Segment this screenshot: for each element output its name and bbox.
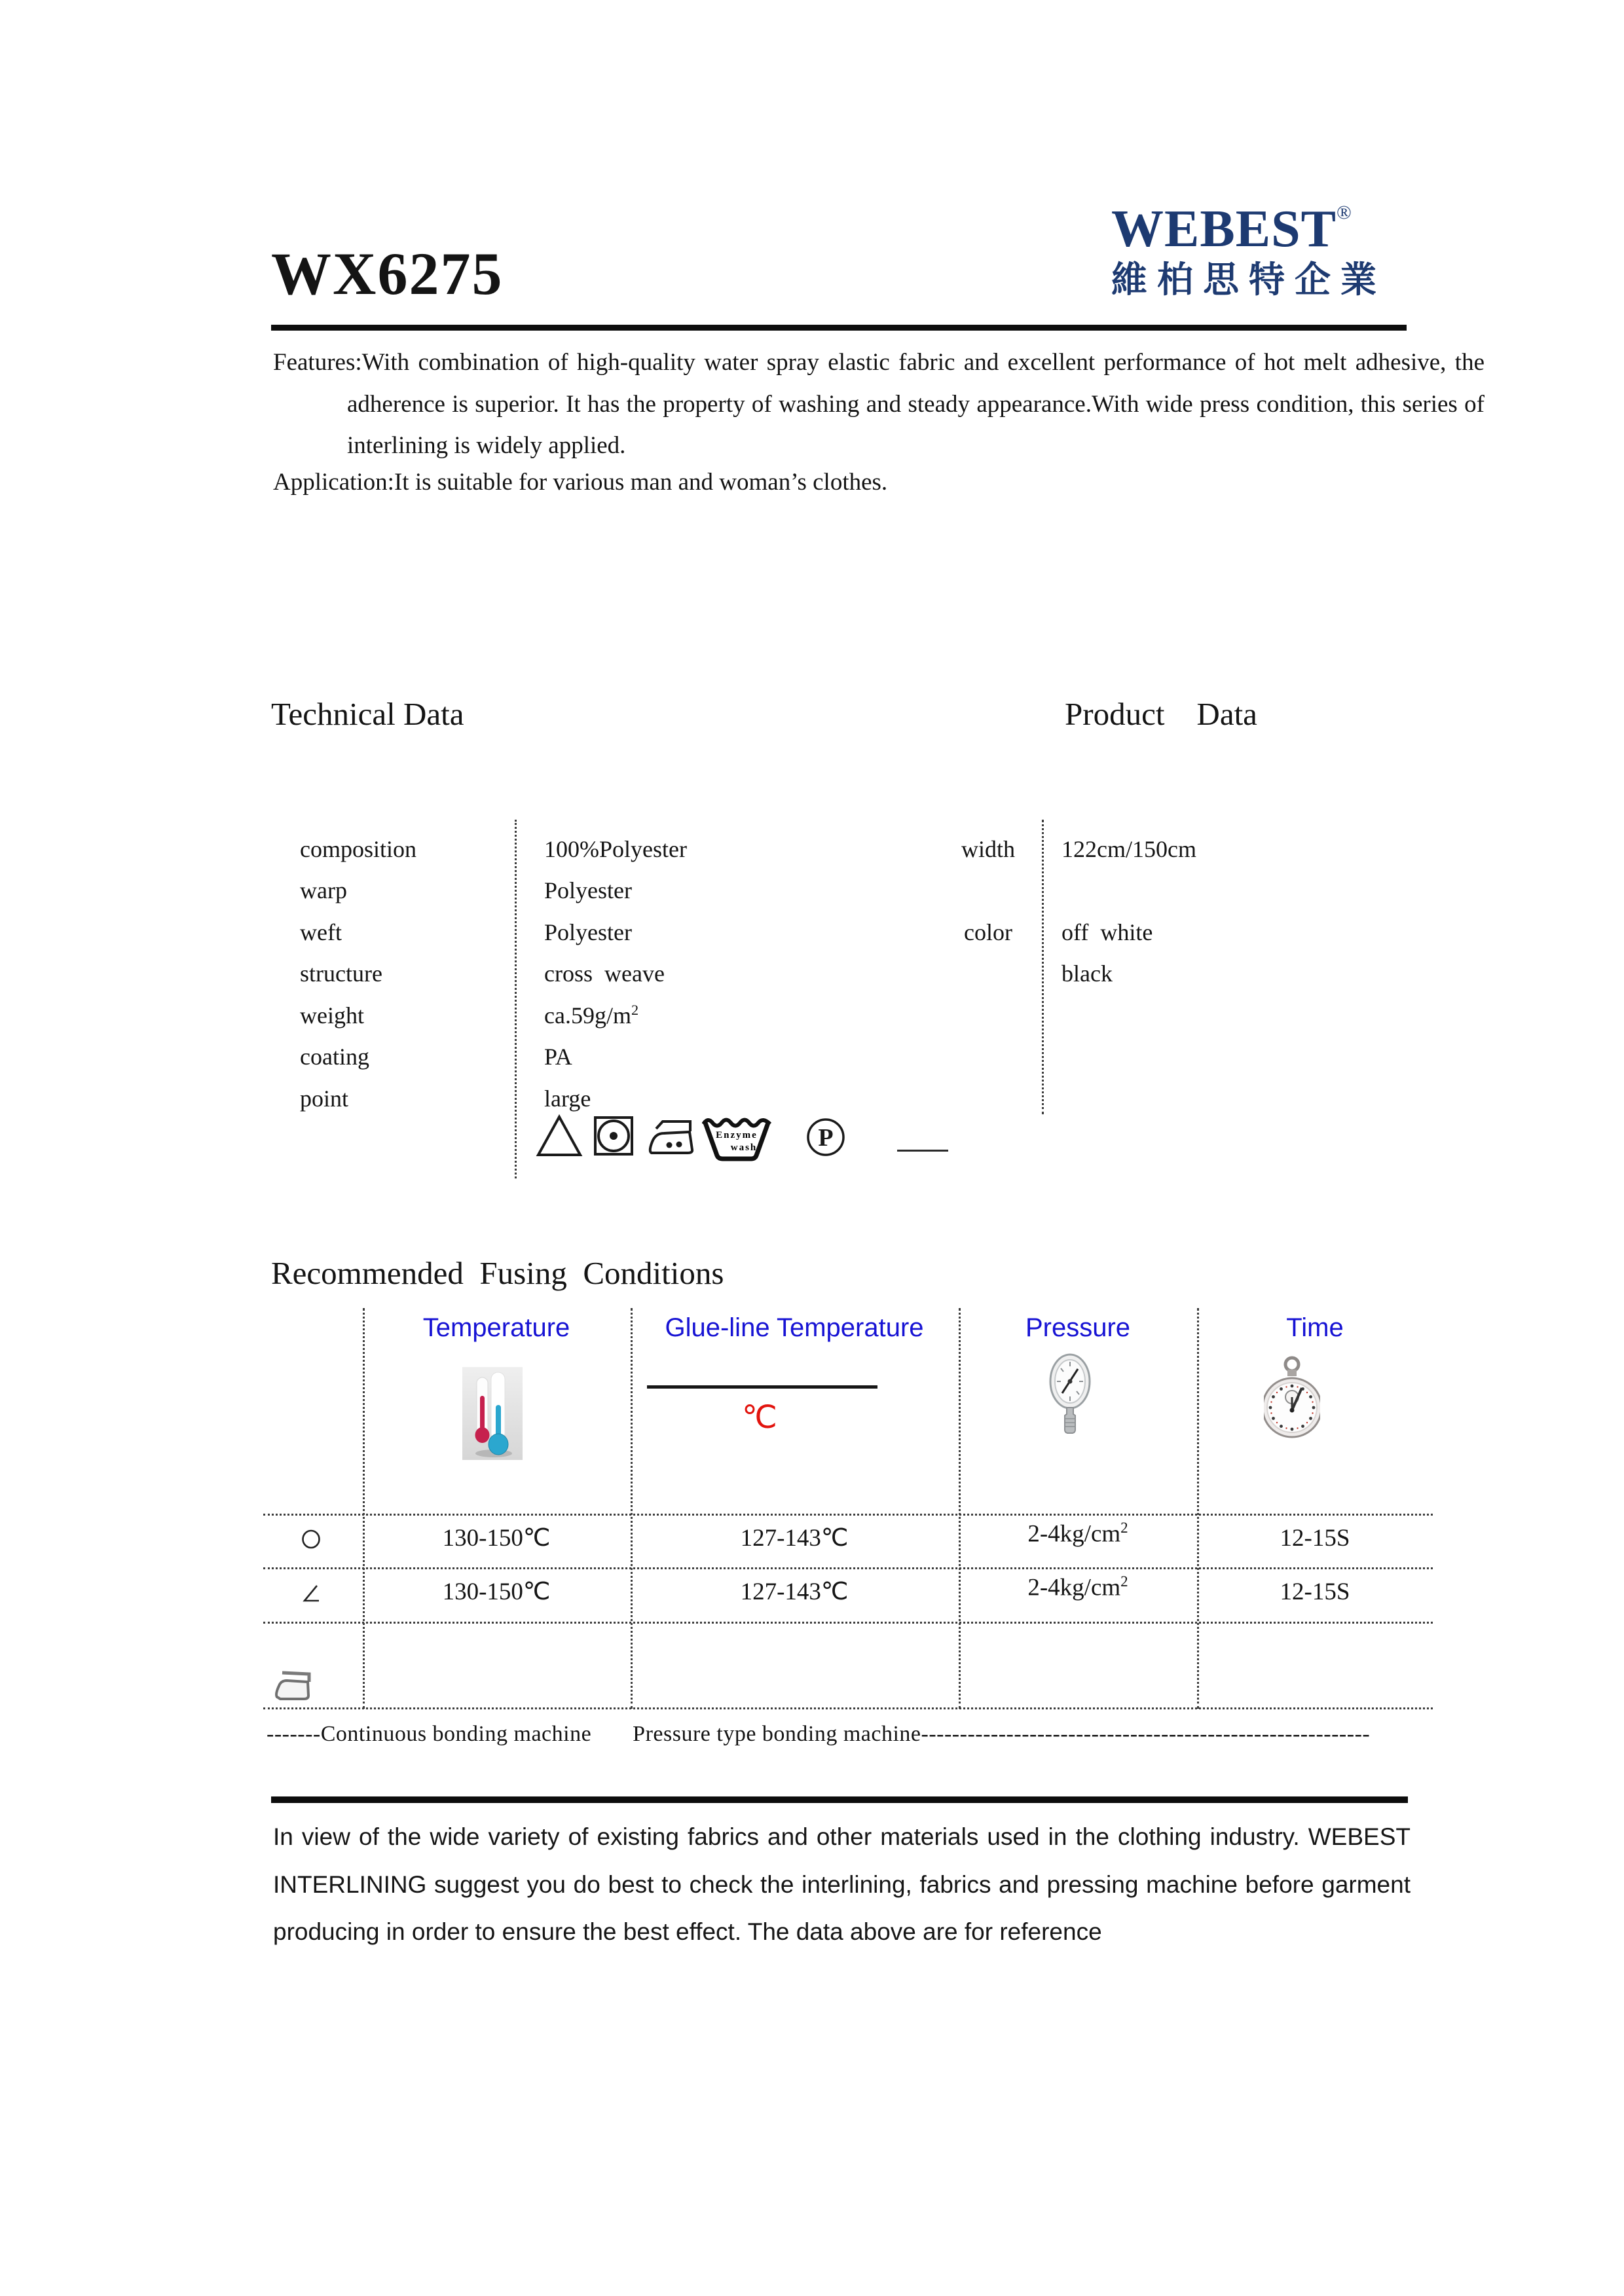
fusing-conditions-heading: Recommended Fusing Conditions: [271, 1255, 724, 1291]
fusing-grid-vline: [363, 1308, 365, 1709]
fusing-grid-hline: [263, 1622, 1433, 1624]
do-not-wring-dash-icon: [897, 1150, 948, 1152]
product-table-divider: [1042, 820, 1044, 1114]
page-title: WX6275: [271, 240, 504, 307]
circle-press-symbol: [301, 1529, 322, 1549]
stopwatch-icon: [1264, 1355, 1320, 1442]
fusing-grid-vline: [631, 1308, 633, 1709]
logo-chinese-name: 維柏思特企業: [1111, 260, 1387, 300]
technical-table-divider: [515, 820, 517, 1178]
fusing-cell-pressure: $2-4kg/cm^2$: [1027, 1573, 1128, 1601]
glue-line-underline: [647, 1385, 877, 1389]
fusing-cell-pressure: $2-4kg/cm^2$: [1027, 1520, 1128, 1548]
tech-label: structure: [300, 960, 382, 987]
product-label: width: [961, 836, 1016, 862]
fusing-cell-temperature: 130-150℃: [442, 1578, 551, 1605]
column-header-time: Time: [1286, 1313, 1344, 1342]
fusing-cell-glue-line: 127-143℃: [740, 1525, 849, 1552]
product-label: color: [964, 919, 1012, 945]
tech-label: composition: [300, 836, 416, 862]
fusing-grid-hline: [263, 1707, 1433, 1709]
header-divider: [271, 325, 1407, 331]
iron-machine-icon: [273, 1667, 316, 1702]
bleach-triangle-icon: [536, 1114, 583, 1157]
features-paragraph: Features:With combination of high-quality water spray elastic fabric and excellent performance of hot melt adhesive, the adherence is superior. It has the property of washing and steady appearance.With wide press condition, this series of interlining is widely applied.: [273, 349, 1485, 459]
fusing-grid-vline: [959, 1308, 961, 1709]
tech-value: large: [544, 1085, 591, 1112]
p-letter: P: [818, 1124, 834, 1152]
tech-value: cross weave: [544, 960, 665, 987]
enzyme-text: Enzyme: [716, 1130, 758, 1140]
dry-clean-p-icon: [805, 1117, 846, 1157]
iron-care-icon: [646, 1118, 695, 1156]
fusing-cell-glue-line: 127-143℃: [740, 1578, 849, 1605]
enzyme-wash-tub-icon: [702, 1116, 771, 1161]
fusing-grid-vline: [1197, 1308, 1199, 1709]
product-value: black: [1061, 960, 1113, 987]
wash-text: wash: [730, 1142, 758, 1153]
product-value: 122cm/150cm: [1061, 836, 1196, 862]
company-logo: [1111, 200, 1387, 300]
technical-data-heading: Technical Data: [271, 696, 464, 732]
fusing-grid-hline: [263, 1567, 1433, 1569]
superscript: 2: [1120, 1520, 1128, 1536]
column-header-temperature: Temperature: [422, 1313, 570, 1342]
pressure-gauge-icon: [1048, 1353, 1092, 1436]
column-header-glue-line: Glue-line Temperature: [665, 1313, 924, 1342]
tech-label: warp: [300, 877, 347, 903]
product-data-heading: Product Data: [1065, 696, 1257, 732]
registered-mark: ®: [1336, 202, 1352, 223]
tech-value: $ca.59g/m^2$: [544, 1002, 639, 1029]
tech-value: Polyester: [544, 877, 632, 903]
tech-label: weight: [300, 1002, 364, 1029]
footer-divider: [271, 1796, 1408, 1803]
tech-value: PA: [544, 1044, 572, 1070]
superscript: 2: [1120, 1573, 1128, 1590]
tech-label: coating: [300, 1044, 369, 1070]
fusing-cell-time: 12-15S: [1280, 1525, 1350, 1552]
tech-label: weft: [300, 919, 342, 945]
tech-value: Polyester: [544, 919, 632, 945]
product-value: off white: [1061, 919, 1153, 945]
celsius-unit: ℃: [742, 1400, 777, 1435]
angle-press-symbol: [301, 1584, 322, 1603]
superscript: 2: [631, 1002, 639, 1018]
application-line: Application:It is suitable for various man and woman’s clothes.: [273, 469, 888, 496]
logo-wordmark: WEBEST®: [1111, 200, 1352, 258]
thermometer-icon: [462, 1367, 523, 1460]
fusing-grid-hline: [263, 1514, 1433, 1516]
tumble-dry-icon: [593, 1116, 634, 1156]
fusing-cell-time: 12-15S: [1280, 1578, 1350, 1605]
tech-label: point: [300, 1085, 349, 1112]
column-header-pressure: Pressure: [1025, 1313, 1131, 1342]
fusing-cell-temperature: 130-150℃: [442, 1525, 551, 1552]
bonding-machine-legend: -------Continuous bonding machine Pressure type bonding machine----------------------------------------------------------: [267, 1722, 1371, 1746]
disclaimer-note: In view of the wide variety of existing fabrics and other materials used in the clothing industry. WEBEST INTERLINING suggest you do best to check the interlining, fabrics and pressing machine before garment producing in order to ensure the best effect. The data above are for reference: [273, 1823, 1411, 1945]
tech-value: 100%Polyester: [544, 836, 687, 862]
